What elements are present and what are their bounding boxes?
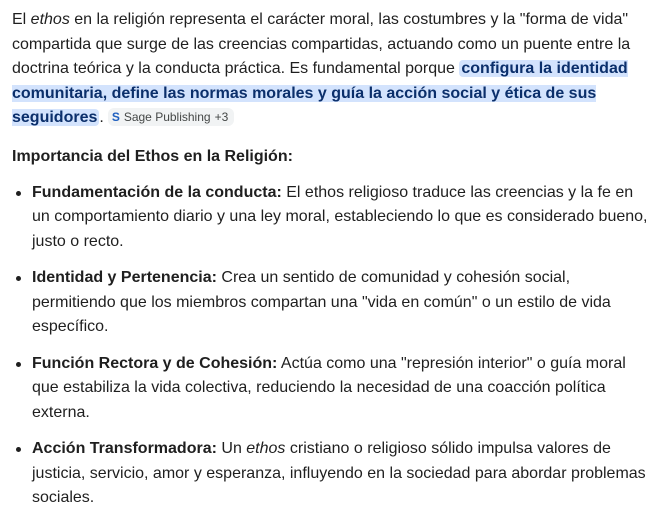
intro-text-start: El xyxy=(12,11,31,28)
bullet-icon xyxy=(16,276,21,281)
source-chip-extra: +3 xyxy=(214,110,229,124)
list-item-text-post: cristiano o religioso sólido impulsa valores de justicia, servicio, amor y esperanza, influyendo en la sociedad para abordar problemas sociales. xyxy=(32,440,646,506)
list-item-text-pre: Un xyxy=(216,440,247,457)
ethos-term: ethos xyxy=(246,440,286,457)
list-item xyxy=(12,266,652,340)
intro-text-end: . xyxy=(99,109,104,126)
intro-text-middle: en la religión representa el carácter moral, las costumbres y la "forma de vida" compartida que surge de las creencias compartidas, actuando como un puente entre la doctrina teórica y la conducta práctica. Es fundamental porque xyxy=(12,11,631,77)
sage-publishing-logo-icon: S xyxy=(111,110,120,124)
section-title: Importancia del Ethos en la Religión: xyxy=(12,147,293,165)
bullet-icon xyxy=(16,191,21,196)
list-item-text: Actúa como una "represión interior" o guía moral que estabiliza la vida colectiva, reduciendo la necesidad de una coacción política externa. xyxy=(32,354,626,421)
list-item-term: Función Rectora y de Cohesión: xyxy=(32,354,278,372)
source-chip[interactable] xyxy=(108,108,234,126)
list-item-term: Identidad y Pertenencia: xyxy=(32,269,217,286)
importance-list xyxy=(12,181,652,511)
bullet-icon xyxy=(16,447,21,452)
list-item-term: Fundamentación de la conducta: xyxy=(32,183,282,201)
intro-paragraph xyxy=(12,8,652,131)
list-item-term: Acción Transformadora: xyxy=(32,440,217,457)
ethos-term: ethos xyxy=(30,11,70,28)
list-item xyxy=(12,181,652,255)
list-item xyxy=(12,437,652,511)
source-chip-label: Sage Publishing xyxy=(123,110,211,124)
list-item-text: El ethos religioso traduce las creencias y la fe en un comportamiento diario y una ley moral, estableciendo lo que es considerado bueno, justo o recto. xyxy=(32,183,648,250)
list-item-text: Crea un sentido de comunidad y cohesión social, permitiendo que los miembros compartan una "vida en común" o un estilo de vida específico. xyxy=(32,269,611,335)
highlighted-claim[interactable]: configura la identidad comunitaria, define las normas morales y guía la acción social y ética de sus seguidores xyxy=(12,60,628,126)
bullet-icon xyxy=(16,362,21,367)
list-item xyxy=(12,352,652,426)
